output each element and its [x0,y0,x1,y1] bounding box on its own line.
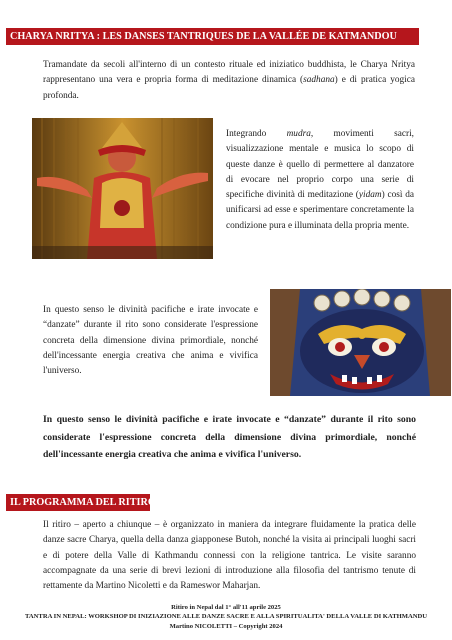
dancer-image [32,118,213,259]
intro-paragraph [43,58,415,104]
dancer-photo [32,118,213,259]
dance-text-a: Integrando [226,129,287,139]
section-title-banner [6,28,419,45]
intro-text-a: Tramandate da secoli all'interno di un contesto rituale ed iniziatico buddhista, le Charya Nritya rappresentano una vera e propria forma di meditazione dinamica ( [43,60,415,86]
footer-copyright: Martino NICOLETTI – Copyright 2024 [169,623,283,630]
deity-mask-photo [270,289,451,396]
program-title-banner [6,494,156,511]
dance-paragraph [226,127,414,234]
dance-term-yidam: yidam [358,190,382,201]
deity-paragraph: In questo senso le divinità pacifiche e irate invocate e “danzate” durante il rito sono considerate l'espressione concreta della dimensione divina primordiale, nonché dell'incessante energia creativa che anima e vivifica l'universo. [43,305,258,377]
dance-text-b: , movimenti sacri, visualizzazione mentale e musica lo scopo di queste danze è quello di permettere al danzatore di evocare nel proprio corpo una serie di specifiche divinità di meditazione ( [226,129,414,201]
deity-mask-image [270,289,451,396]
program-title: IL PROGRAMMA DEL RITIRO [10,497,156,508]
highlight-paragraph: In questo senso le divinità pacifiche e irate invocate e “danzate” durante il rito sono considerate l'espressione concreta della dimensione divina primordiale, nonché dell'incessante energia creativa che anima e vivifica l'universo. [43,414,416,460]
dance-term-mudra: mudra [286,129,311,139]
intro-term-sadhana: sadhana [303,75,335,86]
footer-dates: Ritiro in Nepal dal 1° all'11 aprile 2025 [171,604,281,611]
section-title: CHARYA NRITYA : LES DANSES TANTRIQUES DE LA VALLÉE DE KATMANDOU [10,31,397,42]
intro-text-b: ) e di pratica yogica profonda. [43,75,415,101]
dance-text-c: ) così da unificarsi ad esse e sperimentare concretamente la condizione pura e illuminata della propria mente. [226,190,414,231]
program-paragraph: Il ritiro – aperto a chiunque – è organizzato in maniera da integrare fluidamente la pratica delle danze sacre Charya, quella della danza giapponese Butoh, nonché la visita ai principali luoghi sacri e di potere della Valle di Kathmandu connessi con la religione tantrica. Le visite saranno accompagnate da una serie di brevi lezioni di introduzione alla filosofia del tantrismo tenute di rettamente da Martino Nicoletti e da Rameswor Maharjan. [43,520,416,592]
footer-workshop-title: TANTRA IN NEPAL: WORKSHOP DI INIZIAZIONE ALLE DANZE SACRE E ALLA SPIRITUALITA' DELLA VALLE DI KATHMANDU [25,613,427,620]
